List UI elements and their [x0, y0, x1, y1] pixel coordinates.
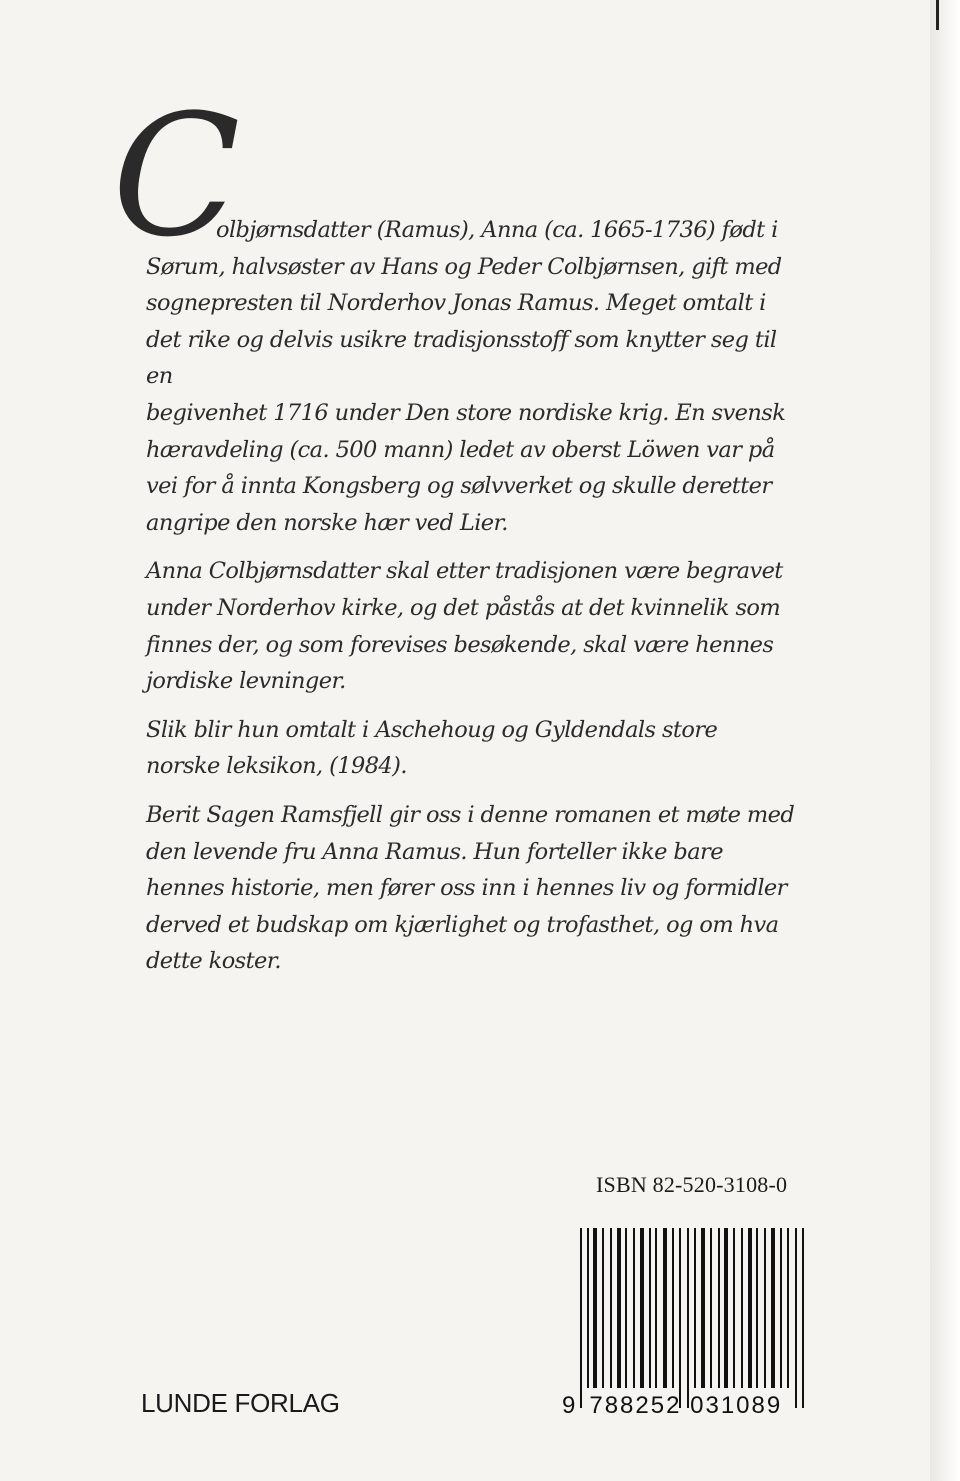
barcode-bar	[687, 1228, 689, 1408]
blurb-text	[146, 212, 796, 992]
barcode-bar	[748, 1228, 752, 1388]
barcode-bar	[771, 1228, 775, 1388]
barcode-bar	[733, 1228, 735, 1388]
barcode-bar	[655, 1228, 657, 1388]
publisher-name: LUNDE FORLAG	[141, 1388, 340, 1418]
barcode-bar	[802, 1228, 804, 1408]
barcode-bar	[625, 1228, 627, 1388]
blurb-paragraph: Berit Sagen Ramsfjell gir oss i denne romanen et møte med den levende fru Anna Ramus. Hun forteller ikke bare hennes historie, men fører oss inn i hennes liv og formidler derved et budskap om kjærlighet og trofasthet, og om hva dette koster.	[146, 801, 795, 975]
isbn-label: ISBN 82-520-3108-0	[596, 1172, 788, 1197]
barcode-bar	[649, 1228, 651, 1388]
barcode-bar	[633, 1228, 635, 1388]
barcode-bar	[795, 1228, 797, 1408]
barcode-bar	[593, 1228, 597, 1388]
barcode-bar	[672, 1228, 674, 1388]
barcode-bar	[587, 1228, 589, 1388]
barcode-bar	[741, 1228, 743, 1388]
book-spine-edge	[930, 0, 960, 1481]
barcode-bar	[787, 1228, 789, 1388]
barcode	[562, 1228, 824, 1424]
blurb-paragraph: Slik blir hun omtalt i Aschehoug og Gyldendals store norske leksikon, (1984).	[146, 716, 718, 780]
barcode-bar	[780, 1228, 782, 1388]
barcode-bar	[640, 1228, 644, 1388]
barcode-bar	[718, 1228, 720, 1388]
barcode-bar	[610, 1228, 612, 1388]
barcode-bar	[756, 1228, 758, 1388]
barcode-left-group: 788252	[589, 1392, 682, 1419]
blurb-paragraph: Anna Colbjørnsdatter skal etter tradisjonen være begravet under Norderhov kirke, og det påstås at det kvinnelik som finnes der, og som forevises besøkende, skal være hennes jordiske levninger.	[146, 558, 783, 695]
barcode-bar	[663, 1228, 667, 1388]
barcode-digits	[562, 1392, 782, 1420]
barcode-bar	[710, 1228, 712, 1388]
barcode-bar	[694, 1228, 696, 1388]
barcode-right-group: 031089	[690, 1392, 783, 1419]
barcode-bar	[617, 1228, 621, 1388]
barcode-bar	[701, 1228, 705, 1388]
barcode-lead-digit: 9	[562, 1392, 578, 1419]
barcode-bars	[580, 1228, 820, 1398]
spine-mark	[936, 0, 939, 30]
barcode-bar	[764, 1228, 766, 1388]
barcode-bar	[724, 1228, 728, 1388]
drop-cap: C	[112, 78, 241, 274]
blurb-paragraph: olbjørnsdatter (Ramus), Anna (ca. 1665-1736) født i Sørum, halvsøster av Hans og Peder Colbjørnsen, gift med sognepresten til Norderhov Jonas Ramus. Meget omtalt i det rike og delvis usikre tradisjonsstoff som knytter seg til en begivenhet 1716 under Den store nordiske krig. En svensk hæravdeling (ca. 500 mann) ledet av oberst Löwen var på vei for å innta Kongsberg og sølvverket og skulle deretter angripe den norske hær ved Lier.	[146, 217, 786, 536]
barcode-bar	[580, 1228, 582, 1408]
barcode-bar	[602, 1228, 604, 1388]
barcode-bar	[679, 1228, 681, 1408]
